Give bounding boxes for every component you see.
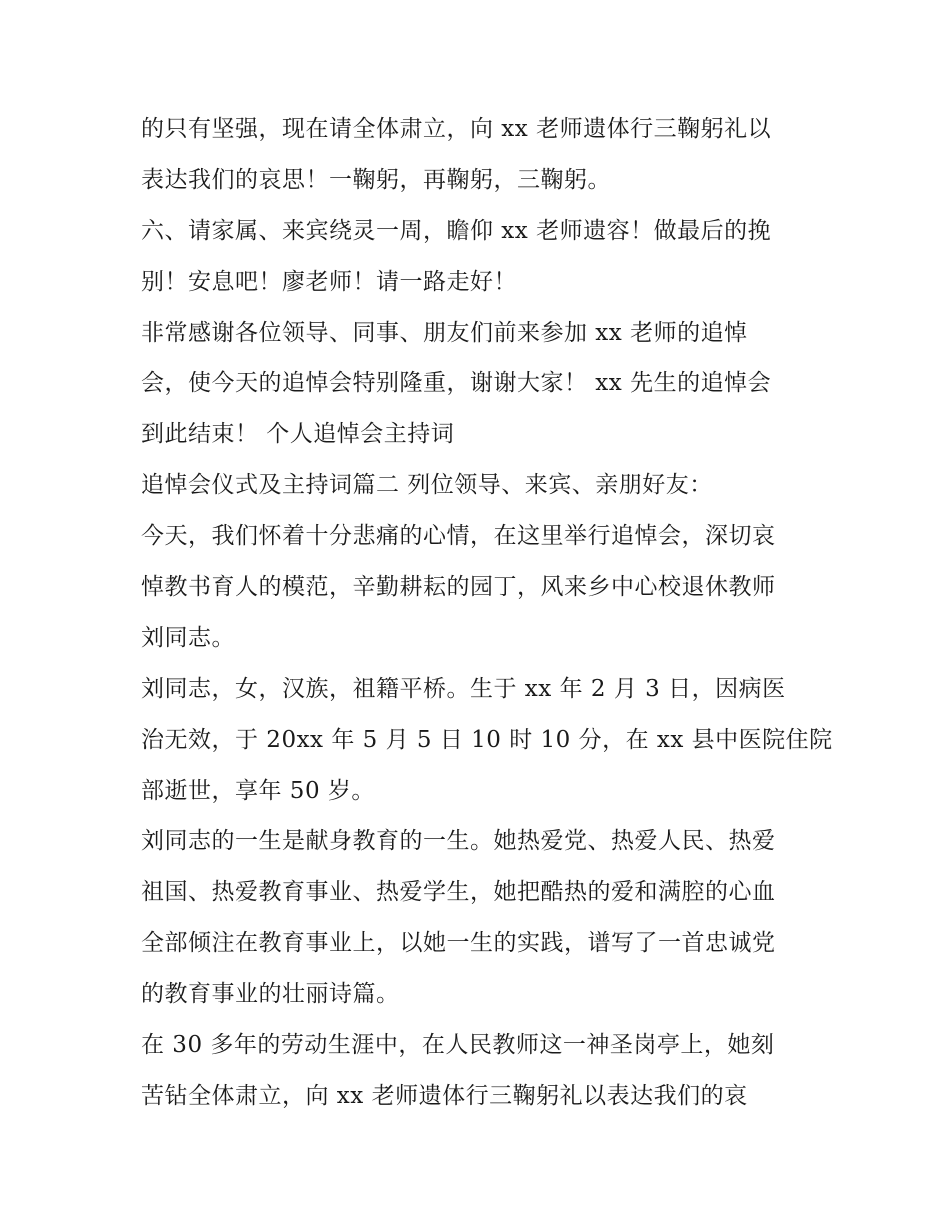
document-body (141, 104, 833, 1122)
text-line: 刘同志，女，汉族，祖籍平桥。生于 xx 年 2 月 3 日，因病医 (141, 675, 786, 702)
text-line: 在 30 多年的劳动生涯中，在人民教师这一神圣岗亭上，她刻 (141, 1032, 775, 1059)
text-line: 表达我们的哀思！一鞠躬，再鞠躬，三鞠躬。 (141, 166, 611, 193)
text-line: 治无效，于 20xx 年 5 月 5 日 10 时 10 分，在 xx 县中医院住院 (141, 726, 833, 753)
text-line: 的只有坚强，现在请全体肃立，向 xx 老师遗体行三鞠躬礼以 (141, 116, 772, 142)
text-line: 苦钻全体肃立，向 xx 老师遗体行三鞠躬礼以表达我们的哀 (141, 1082, 748, 1109)
text-line: 会，使今天的追悼会特别隆重，谢谢大家！ xx 先生的追悼会 (141, 370, 772, 397)
text-line: 到此结束！ 个人追悼会主持词 (141, 421, 455, 448)
text-line: 追悼会仪式及主持词篇二 列位领导、来宾、亲朋好友： (141, 472, 713, 499)
text-line: 部逝世，享年 50 岁。 (141, 777, 375, 804)
text-line: 六、请家属、来宾绕灵一周，瞻仰 xx 老师遗容！做最后的挽 (141, 217, 772, 244)
text-line: 悼教书育人的模范，辛勤耕耘的园丁，风来乡中心校退休教师 (141, 574, 776, 601)
text-line: 刘同志的一生是献身教育的一生。她热爱党、热爱人民、热爱 (141, 828, 776, 855)
text-line: 全部倾注在教育事业上，以她一生的实践，谱写了一首忠诚党 (141, 930, 776, 957)
text-line: 非常感谢各位领导、同事、朋友们前来参加 xx 老师的追悼 (141, 319, 748, 346)
text-line: 别！安息吧！廖老师！请一路走好！ (141, 268, 517, 295)
text-line: 祖国、热爱教育事业、热爱学生，她把酷热的爱和满腔的心血 (141, 879, 776, 906)
text-line: 的教育事业的壮丽诗篇。 (141, 981, 400, 1008)
text-line: 刘同志。 (141, 624, 235, 651)
text-line: 今天，我们怀着十分悲痛的心情，在这里举行追悼会，深切哀 (141, 523, 776, 550)
